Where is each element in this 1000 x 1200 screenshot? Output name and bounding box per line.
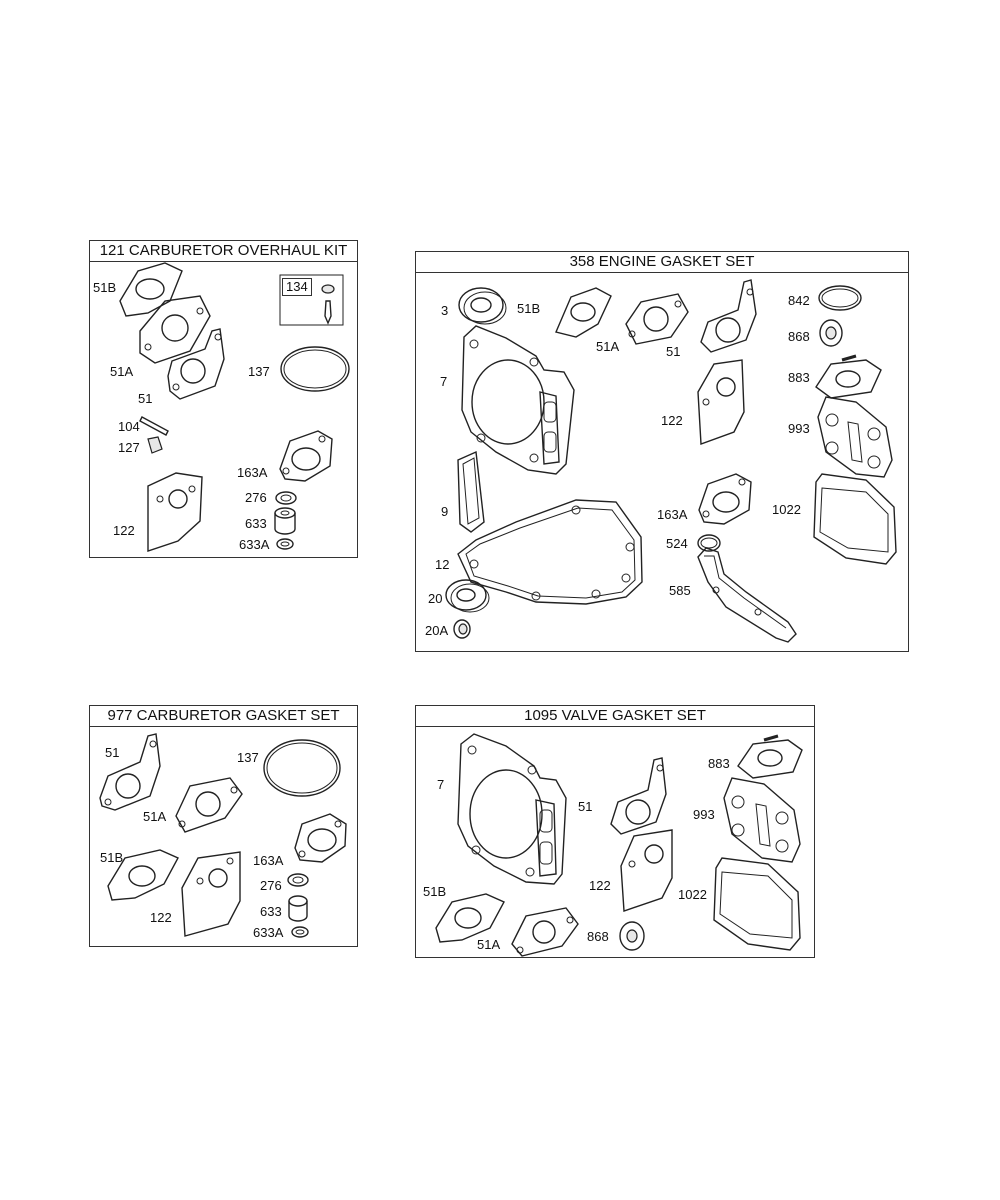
label-51a: 51A [110, 364, 134, 379]
part-163a-gasket-icon [699, 474, 751, 524]
kit-1095-diagram [416, 706, 816, 959]
kit-121-title: 121 CARBURETOR OVERHAUL KIT [90, 241, 357, 262]
part-51b-gasket-icon [556, 288, 611, 337]
label-993: 993 [693, 807, 715, 822]
label-137: 137 [248, 364, 270, 379]
part-3-seal-icon [459, 288, 506, 324]
label-163a: 163A [657, 507, 688, 522]
label-883: 883 [708, 756, 730, 771]
label-20a: 20A [425, 623, 449, 638]
label-12: 12 [435, 557, 450, 572]
label-51: 51 [578, 799, 593, 814]
label-1022: 1022 [772, 502, 801, 517]
label-868: 868 [587, 929, 609, 944]
part-868-seal-icon [820, 320, 842, 346]
label-51b: 51B [93, 280, 117, 295]
kit-358-panel [415, 251, 909, 652]
label-122: 122 [113, 523, 135, 538]
part-1022-gasket-icon [714, 858, 800, 950]
label-122: 122 [150, 910, 172, 925]
part-633a-ring-icon [292, 927, 308, 937]
part-7-head-gasket-icon [458, 734, 566, 884]
part-122-plate-icon [698, 360, 744, 444]
label-122: 122 [661, 413, 683, 428]
label-134: 134 [282, 278, 312, 296]
part-633-bushing-icon [275, 508, 295, 534]
kit-121-diagram [90, 241, 359, 559]
label-868: 868 [788, 329, 810, 344]
label-137: 137 [237, 750, 259, 765]
part-122-plate-icon [148, 473, 202, 551]
part-1022-gasket-icon [814, 474, 896, 564]
part-868-seal-icon [620, 922, 644, 950]
part-883-gasket-icon [738, 736, 802, 778]
part-122-plate-icon [621, 830, 672, 911]
part-51a-gasket-icon [626, 294, 688, 344]
part-51b-gasket-icon [120, 263, 182, 316]
part-163a-gasket-icon [280, 431, 332, 481]
part-137-oring-icon [281, 347, 349, 391]
kit-358-diagram [416, 252, 910, 653]
part-993-gasket-icon [818, 397, 892, 477]
label-122: 122 [589, 878, 611, 893]
part-633a-ring-icon [277, 539, 293, 549]
part-163a-gasket-icon [295, 814, 346, 862]
part-51b-gasket-icon [436, 894, 504, 942]
part-127-pad-icon [148, 437, 162, 453]
label-9: 9 [441, 504, 449, 519]
label-633: 633 [245, 516, 267, 531]
part-51-gasket-icon [701, 280, 756, 352]
label-633a: 633A [253, 925, 284, 940]
label-51: 51 [105, 745, 120, 760]
label-163a: 163A [253, 853, 284, 868]
kit-121-panel [89, 240, 358, 558]
part-104-pin-icon [140, 417, 168, 435]
part-51-gasket-icon [611, 758, 666, 834]
label-585: 585 [669, 583, 691, 598]
label-51a: 51A [143, 809, 167, 824]
part-7-head-gasket-icon [462, 326, 574, 474]
label-3: 3 [441, 303, 449, 318]
part-993-gasket-icon [724, 778, 800, 862]
label-51b: 51B [423, 884, 447, 899]
label-51: 51 [138, 391, 153, 406]
kit-1095-panel [415, 705, 815, 958]
label-51: 51 [666, 344, 681, 359]
label-51a: 51A [477, 937, 501, 952]
label-1022: 1022 [678, 887, 707, 902]
label-51b: 51B [100, 850, 124, 865]
part-842-ring-icon [819, 286, 861, 310]
kit-977-diagram [90, 706, 359, 948]
part-633-bushing-icon [289, 896, 307, 921]
label-7: 7 [440, 374, 448, 389]
part-51a-gasket-icon [176, 778, 242, 832]
part-585-gasket-icon [698, 548, 796, 642]
part-51a-gasket-icon [512, 908, 578, 956]
label-993: 993 [788, 421, 810, 436]
kit-1095-title: 1095 VALVE GASKET SET [416, 706, 814, 727]
label-842: 842 [788, 293, 810, 308]
label-127: 127 [118, 440, 140, 455]
label-276: 276 [245, 490, 267, 505]
label-633: 633 [260, 904, 282, 919]
label-51a: 51A [596, 339, 620, 354]
part-137-oring-icon [264, 740, 340, 796]
label-633a: 633A [239, 537, 270, 552]
part-9-gasket-icon [458, 452, 484, 532]
label-163a: 163A [237, 465, 268, 480]
part-276-washer-icon [288, 874, 308, 886]
label-276: 276 [260, 878, 282, 893]
part-51a-gasket-icon [140, 296, 210, 363]
part-20a-seal-icon [454, 620, 470, 638]
label-20: 20 [428, 591, 443, 606]
label-883: 883 [788, 370, 810, 385]
label-51b: 51B [517, 301, 541, 316]
part-122-plate-icon [182, 852, 240, 936]
part-883-gasket-icon [816, 356, 881, 398]
label-524: 524 [666, 536, 688, 551]
part-276-washer-icon [276, 492, 296, 504]
kit-358-title: 358 ENGINE GASKET SET [416, 252, 908, 273]
part-12-crankcase-gasket-icon [458, 500, 642, 604]
kit-977-title: 977 CARBURETOR GASKET SET [90, 706, 357, 727]
kit-977-panel [89, 705, 358, 947]
label-7: 7 [437, 777, 445, 792]
label-104: 104 [118, 419, 140, 434]
